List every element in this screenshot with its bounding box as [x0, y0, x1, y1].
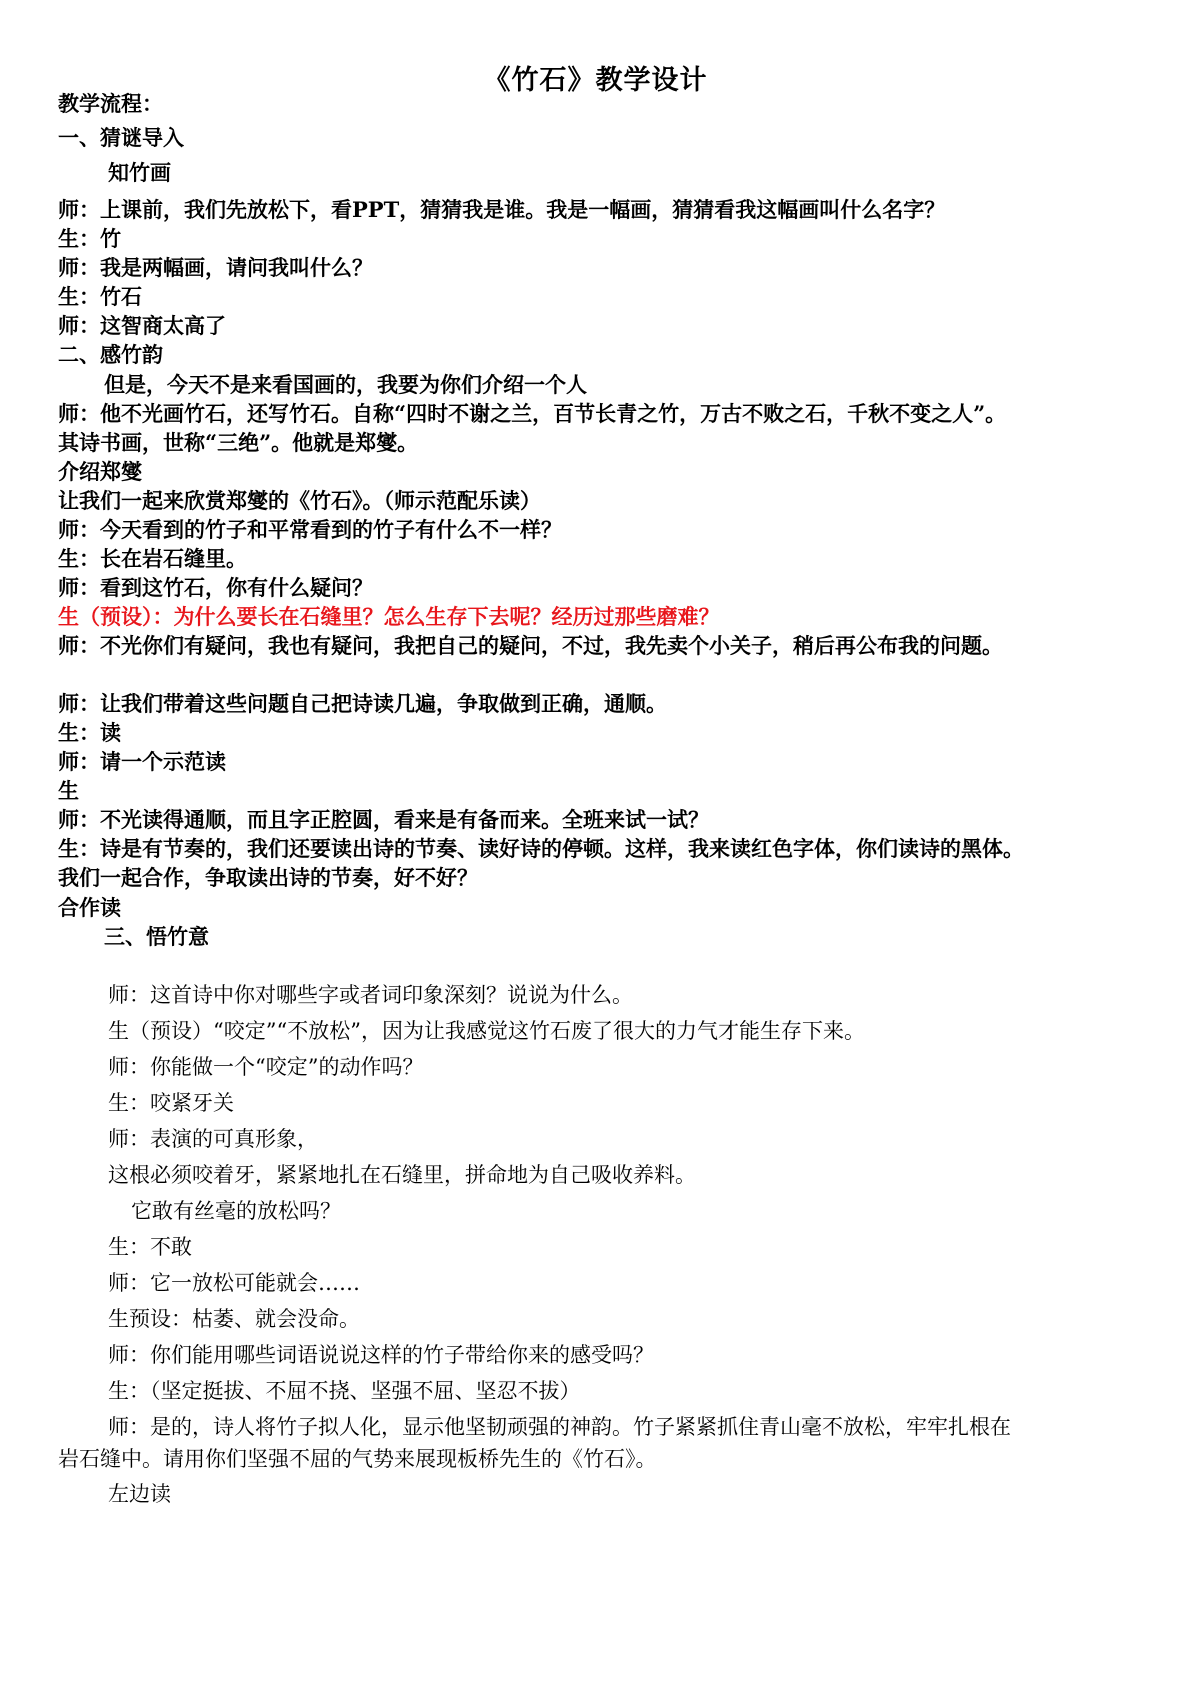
section-label-flow: 教学流程： [58, 91, 163, 116]
paragraph-line: 其诗书画，世称“三绝”。他就是郑燮。 [58, 430, 419, 455]
section-heading-1: 一、猜谜导入 [58, 125, 184, 150]
dialogue-line: 师：你们能用哪些词语说说这样的竹子带给你来的感受吗？ [108, 1343, 654, 1367]
preset-answer-highlight: 生（预设）：为什么要长在石缝里？怎么生存下去呢？经历过那些磨难？ [58, 604, 720, 629]
dialogue-line: 生：竹 [58, 226, 121, 251]
dialogue-line: 生：诗是有节奏的，我们还要读出诗的节奏、读好诗的停顿。这样，我来读红色字体，你们读诗的黑体。 [58, 836, 1024, 861]
paragraph-line: 合作读 [58, 895, 121, 920]
dialogue-line: 生：读 [58, 720, 121, 745]
dialogue-line: 生：长在岩石缝里。 [58, 546, 247, 571]
dialogue-line: 师：是的，诗人将竹子拟人化，显示他坚韧顽强的神韵。竹子紧紧抓住青山毫不放松，牢牢扎根在 [108, 1415, 1011, 1439]
paragraph-line: 我们一起合作，争取读出诗的节奏，好不好？ [58, 865, 478, 890]
dialogue-line: 师：你能做一个“咬定”的动作吗？ [108, 1055, 424, 1079]
paragraph-line: 它敢有丝毫的放松吗？ [131, 1199, 341, 1223]
dialogue-line: 师：它一放松可能就会…… [108, 1271, 360, 1295]
dialogue-line: 生 [58, 778, 79, 803]
dialogue-line: 师：上课前，我们先放松下，看PPT，猜猜我是谁。我是一幅画，猜猜看我这幅画叫什么名字？ [58, 197, 946, 222]
dialogue-line: 师：让我们带着这些问题自己把诗读几遍，争取做到正确，通顺。 [58, 691, 667, 716]
paragraph-line: 左边读 [108, 1482, 171, 1506]
dialogue-line: 生：咬紧牙关 [108, 1091, 234, 1115]
section-heading-2: 二、感竹韵 [58, 342, 163, 367]
paragraph-line: 让我们一起来欣赏郑燮的《竹石》。（师示范配乐读） [58, 488, 541, 513]
dialogue-line: 师：不光你们有疑问，我也有疑问，我把自己的疑问，不过，我先卖个小关子，稍后再公布我的问题。 [58, 633, 1003, 658]
dialogue-line: 生预设：枯萎、就会没命。 [108, 1307, 360, 1331]
dialogue-line: 师：这智商太高了 [58, 313, 226, 338]
dialogue-line: 师：看到这竹石，你有什么疑问？ [58, 575, 373, 600]
dialogue-line: 师：这首诗中你对哪些字或者词印象深刻？说说为什么。 [108, 983, 633, 1007]
section-heading-3: 三、悟竹意 [104, 924, 209, 949]
sub-heading-zheng-xie: 介绍郑燮 [58, 459, 142, 484]
dialogue-line: 师：今天看到的竹子和平常看到的竹子有什么不一样？ [58, 517, 562, 542]
dialogue-line: 生：不敢 [108, 1235, 192, 1259]
dialogue-line: 生：（坚定挺拔、不屈不挠、坚强不屈、坚忍不拔） [108, 1379, 581, 1403]
dialogue-line: 师：我是两幅画，请问我叫什么？ [58, 255, 373, 280]
paragraph-line: 这根必须咬着牙，紧紧地扎在石缝里，拼命地为自己吸收养料。 [108, 1163, 696, 1187]
dialogue-line: 师：不光读得通顺，而且字正腔圆，看来是有备而来。全班来试一试？ [58, 807, 709, 832]
dialogue-line: 生：竹石 [58, 284, 142, 309]
dialogue-line: 师：表演的可真形象， [108, 1127, 318, 1151]
paragraph-line: 但是，今天不是来看国画的，我要为你们介绍一个人 [104, 372, 587, 397]
paragraph-line: 岩石缝中。请用你们坚强不屈的气势来展现板桥先生的《竹石》。 [58, 1447, 657, 1471]
sub-heading-zhi-zhu-hua: 知竹画 [108, 160, 171, 185]
dialogue-line: 生（预设）“咬定”“不放松”，因为让我感觉这竹石废了很大的力气才能生存下来。 [108, 1019, 865, 1043]
document-title: 《竹石》教学设计 [483, 65, 708, 96]
dialogue-line: 师：请一个示范读 [58, 749, 226, 774]
dialogue-line: 师：他不光画竹石，还写竹石。自称“四时不谢之兰，百节长青之竹，万古不败之石，千秋不变之人”。 [58, 401, 1007, 426]
